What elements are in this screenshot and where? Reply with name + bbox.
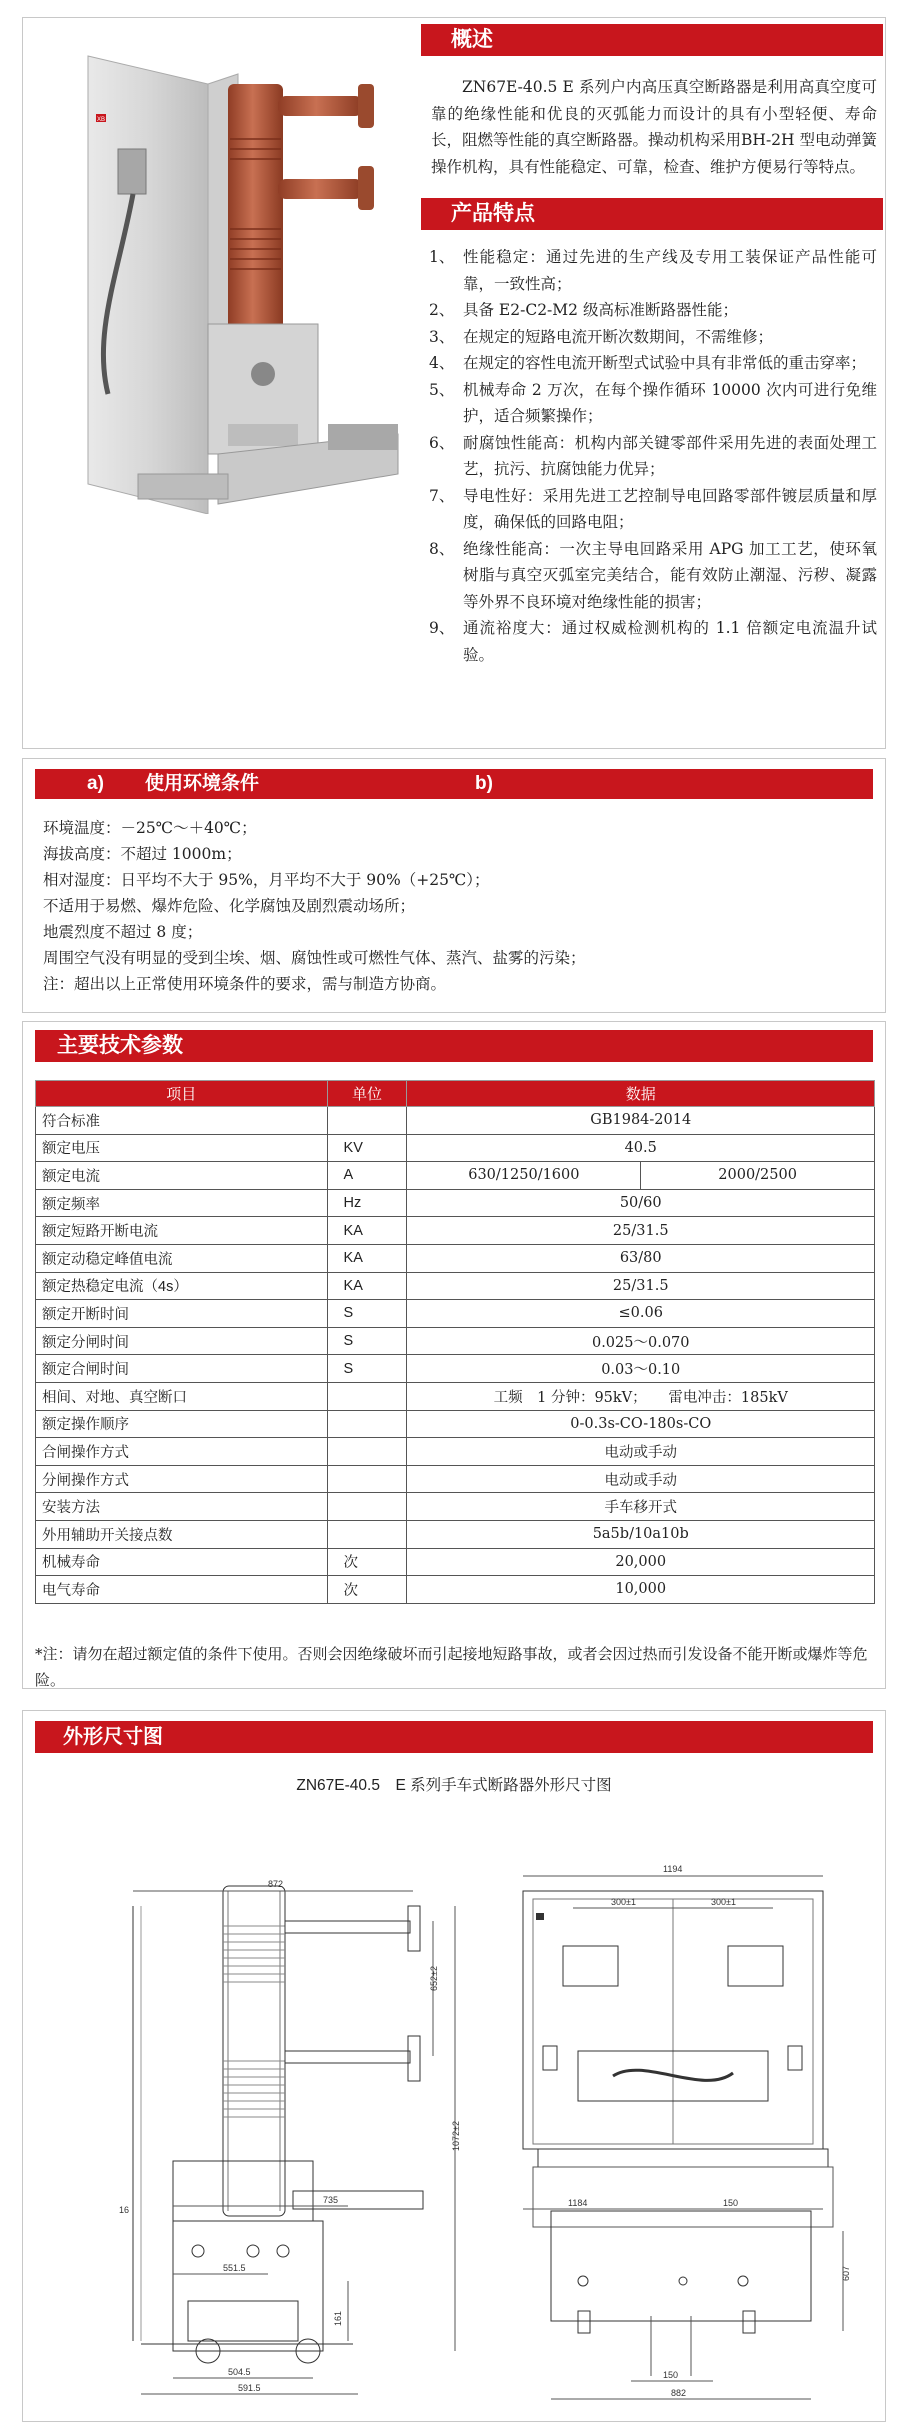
overview-text: ZN67E-40.5 E 系列户内高压真空断路器是利用高真空度可靠的绝缘性能和优良的灭弧能力而设计的具有小型轻便、寿命长，阻燃等性能的真空断路器。操动机构采用BH-2H 型电动弹簧操作机构，具有性能稳定、可靠，检查、维护方便易行等特点。 bbox=[431, 78, 877, 176]
param-unit bbox=[327, 1382, 407, 1410]
params-title: 主要技术参数 bbox=[35, 1030, 873, 1062]
side-lower-arm bbox=[285, 2051, 410, 2063]
dim-1194: 1194 bbox=[663, 1864, 683, 1874]
feature-item bbox=[429, 324, 877, 351]
environment-line: 不适用于易燃、爆炸危险、化学腐蚀及剧烈震动场所； bbox=[43, 897, 416, 915]
feature-text: 通流裕度大：通过权威检测机构的 1.1 倍额定电流温升试验。 bbox=[463, 619, 877, 664]
header-item: 项目 bbox=[36, 1081, 328, 1107]
params-header-row bbox=[36, 1081, 875, 1107]
dim-5915: 591.5 bbox=[238, 2383, 261, 2393]
feature-number: 4、 bbox=[429, 354, 455, 372]
svg-text:XB: XB bbox=[97, 117, 106, 123]
feature-item bbox=[429, 536, 877, 616]
dim-300-right: 300±1 bbox=[711, 1897, 736, 1907]
param-data: ≤0.06 bbox=[407, 1300, 875, 1328]
param-item: 额定动稳定峰值电流 bbox=[36, 1244, 328, 1272]
front-bottom-rail bbox=[538, 2149, 828, 2167]
dim-5045: 504.5 bbox=[228, 2367, 251, 2377]
environment-line: 相对湿度：日平均不大于 95%，月平均不大于 90%（+25℃）； bbox=[43, 871, 490, 889]
param-unit bbox=[327, 1465, 407, 1493]
table-row bbox=[36, 1162, 875, 1190]
feature-number: 8、 bbox=[429, 539, 455, 558]
product-photo bbox=[78, 44, 408, 514]
param-data: 25/31.5 bbox=[407, 1217, 875, 1245]
param-data: 40.5 bbox=[407, 1134, 875, 1162]
param-item: 分闸操作方式 bbox=[36, 1465, 328, 1493]
feature-text: 在规定的容性电流开断型式试验中具有非常低的重击穿率； bbox=[463, 354, 867, 372]
param-unit: S bbox=[327, 1300, 407, 1328]
feature-number: 9、 bbox=[429, 619, 455, 637]
dim-300-left: 300±1 bbox=[611, 1897, 636, 1907]
environment-line: 注：超出以上正常使用环境条件的要求，需与制造方协商。 bbox=[43, 975, 447, 993]
table-row bbox=[36, 1272, 875, 1300]
feature-text: 机械寿命 2 万次，在每个操作循环 10000 次内可进行免维护，适合频繁操作； bbox=[463, 380, 877, 425]
overview-column bbox=[421, 24, 883, 668]
dimensions-panel bbox=[22, 1710, 886, 2422]
param-item: 相间、对地、真空断口 bbox=[36, 1382, 328, 1410]
param-item: 额定频率 bbox=[36, 1189, 328, 1217]
param-item: 额定分闸时间 bbox=[36, 1327, 328, 1355]
feature-text: 耐腐蚀性能高：机构内部关键零部件采用先进的表面处理工艺，抗污、抗腐蚀能力优异； bbox=[463, 433, 877, 478]
front-window-left bbox=[563, 1946, 618, 1986]
param-data: 手车移开式 bbox=[407, 1493, 875, 1521]
dim-5515: 551.5 bbox=[223, 2263, 246, 2273]
table-row bbox=[36, 1217, 875, 1245]
dim-882: 882 bbox=[671, 2388, 687, 2398]
param-data: GB1984-2014 bbox=[407, 1107, 875, 1135]
param-unit: A bbox=[327, 1162, 407, 1190]
param-unit: KA bbox=[327, 1272, 407, 1300]
param-unit bbox=[327, 1107, 407, 1135]
dim-150-bottom: 150 bbox=[663, 2370, 679, 2380]
overview-panel bbox=[22, 17, 886, 749]
param-unit: Hz bbox=[327, 1189, 407, 1217]
param-unit: KA bbox=[327, 1217, 407, 1245]
environment-b-label: b) bbox=[475, 773, 493, 794]
table-row bbox=[36, 1244, 875, 1272]
environment-title-bar bbox=[35, 769, 873, 799]
param-item: 额定电压 bbox=[36, 1134, 328, 1162]
param-data: 10,000 bbox=[407, 1576, 875, 1604]
dim-1184: 1184 bbox=[568, 2198, 588, 2208]
table-row bbox=[36, 1465, 875, 1493]
param-item: 符合标准 bbox=[36, 1107, 328, 1135]
feature-text: 导电性好：采用先进工艺控制导电回路零部件镀层质量和厚度，确保低的回路电阻； bbox=[463, 486, 877, 531]
feature-number: 1、 bbox=[429, 248, 455, 266]
table-row bbox=[36, 1548, 875, 1576]
dim-735: 735 bbox=[323, 2195, 339, 2205]
feature-text: 性能稳定：通过先进的生产线及专用工装保证产品性能可靠，一致性高； bbox=[463, 248, 877, 293]
table-row bbox=[36, 1327, 875, 1355]
param-data-2: 2000/2500 bbox=[641, 1162, 875, 1190]
table-row bbox=[36, 1410, 875, 1438]
side-pole-body bbox=[223, 1886, 285, 2216]
environment-a-label: a) bbox=[87, 773, 104, 794]
feature-text: 绝缘性能高：一次主导电回路采用 APG 加工工艺，使环氧树脂与真空灭弧室完美结合，能有效防止潮湿、污秽、凝露等外界不良环境对绝缘性能的损害； bbox=[463, 539, 877, 611]
dim-150: 150 bbox=[723, 2198, 739, 2208]
param-unit: 次 bbox=[327, 1576, 407, 1604]
table-row bbox=[36, 1134, 875, 1162]
table-row bbox=[36, 1107, 875, 1135]
feature-text: 具备 E2-C2-M2 级高标准断路器性能； bbox=[463, 301, 738, 319]
feature-item bbox=[429, 483, 877, 536]
param-item: 电气寿命 bbox=[36, 1576, 328, 1604]
features-title: 产品特点 bbox=[421, 198, 883, 230]
environment-line: 海拔高度：不超过 1000m； bbox=[43, 845, 242, 863]
params-table bbox=[35, 1080, 875, 1604]
param-data: 630/1250/1600 bbox=[407, 1162, 641, 1190]
param-item: 额定热稳定电流（4s） bbox=[36, 1272, 328, 1300]
environment-panel bbox=[22, 758, 886, 1013]
param-unit: KA bbox=[327, 1244, 407, 1272]
param-unit bbox=[327, 1410, 407, 1438]
feature-item bbox=[429, 244, 877, 297]
param-data: 工频 1 分钟：95kV； 雷电冲击：185kV bbox=[407, 1382, 875, 1410]
params-panel bbox=[22, 1021, 886, 1689]
side-upper-arm bbox=[285, 1921, 410, 1933]
feature-item bbox=[429, 615, 877, 668]
table-row bbox=[36, 1438, 875, 1466]
param-unit: S bbox=[327, 1327, 407, 1355]
param-item: 机械寿命 bbox=[36, 1548, 328, 1576]
param-unit bbox=[327, 1520, 407, 1548]
dim-161: 161 bbox=[333, 2310, 343, 2326]
feature-item bbox=[429, 297, 877, 324]
param-unit: S bbox=[327, 1355, 407, 1383]
environment-title: 使用环境条件 bbox=[145, 773, 260, 794]
environment-line: 地震烈度不超过 8 度； bbox=[43, 923, 203, 941]
param-unit bbox=[327, 1438, 407, 1466]
feature-number: 5、 bbox=[429, 380, 455, 399]
param-item: 额定开断时间 bbox=[36, 1300, 328, 1328]
param-data: 电动或手动 bbox=[407, 1465, 875, 1493]
param-data: 63/80 bbox=[407, 1244, 875, 1272]
param-data: 电动或手动 bbox=[407, 1438, 875, 1466]
param-data: 0-0.3s-CO-180s-CO bbox=[407, 1410, 875, 1438]
param-unit: 次 bbox=[327, 1548, 407, 1576]
param-item: 额定合闸时间 bbox=[36, 1355, 328, 1383]
params-note: *注：请勿在超过额定值的条件下使用。否则会因绝缘破坏而引起接地短路事故，或者会因过热而引发设备不能开断或爆炸等危险。 bbox=[35, 1645, 868, 1689]
table-row bbox=[36, 1576, 875, 1604]
param-data: 25/31.5 bbox=[407, 1272, 875, 1300]
param-data: 0.03～0.10 bbox=[407, 1355, 875, 1383]
environment-line: 环境温度：－25℃～＋40℃； bbox=[43, 819, 257, 837]
param-item: 额定电流 bbox=[36, 1162, 328, 1190]
param-unit bbox=[327, 1493, 407, 1521]
table-row bbox=[36, 1382, 875, 1410]
param-unit: KV bbox=[327, 1134, 407, 1162]
table-row bbox=[36, 1300, 875, 1328]
table-row bbox=[36, 1355, 875, 1383]
param-item: 额定操作顺序 bbox=[36, 1410, 328, 1438]
environment-line: 周围空气没有明显的受到尘埃、烟、腐蚀性或可燃性气体、蒸汽、盐雾的污染； bbox=[43, 949, 586, 967]
drawing-title: ZN67E-40.5 E 系列手车式断路器外形尺寸图 bbox=[296, 1777, 612, 1794]
dim-872: 872 bbox=[268, 1879, 284, 1889]
param-item: 额定短路开断电流 bbox=[36, 1217, 328, 1245]
front-window-right bbox=[728, 1946, 783, 1986]
dim-607: 607 bbox=[841, 2265, 851, 2281]
feature-item bbox=[429, 430, 877, 483]
dimension-drawing bbox=[23, 1811, 885, 2411]
header-unit: 单位 bbox=[327, 1081, 407, 1107]
param-item: 外用辅助开关接点数 bbox=[36, 1520, 328, 1548]
dim-16: 16 bbox=[119, 2205, 130, 2215]
feature-number: 6、 bbox=[429, 433, 455, 452]
overview-title: 概述 bbox=[421, 24, 883, 56]
param-item: 安装方法 bbox=[36, 1493, 328, 1521]
param-data: 20,000 bbox=[407, 1548, 875, 1576]
table-row bbox=[36, 1520, 875, 1548]
feature-item bbox=[429, 377, 877, 430]
table-row bbox=[36, 1493, 875, 1521]
dimensions-title: 外形尺寸图 bbox=[35, 1721, 873, 1753]
feature-number: 3、 bbox=[429, 327, 455, 346]
environment-list bbox=[43, 815, 885, 997]
header-data: 数据 bbox=[407, 1081, 875, 1107]
dim-1072: 1072±2 bbox=[451, 2121, 461, 2151]
feature-number: 7、 bbox=[429, 486, 455, 505]
param-data: 5a5b/10a10b bbox=[407, 1520, 875, 1548]
param-data: 50/60 bbox=[407, 1189, 875, 1217]
param-data: 0.025～0.070 bbox=[407, 1327, 875, 1355]
feature-text: 在规定的短路电流开断次数期间，不需维修； bbox=[463, 327, 774, 346]
feature-item bbox=[429, 350, 877, 377]
param-item: 合闸操作方式 bbox=[36, 1438, 328, 1466]
table-row bbox=[36, 1189, 875, 1217]
features-list bbox=[421, 244, 883, 668]
feature-number: 2、 bbox=[429, 301, 455, 319]
dim-652: 652±2 bbox=[429, 1966, 439, 1991]
